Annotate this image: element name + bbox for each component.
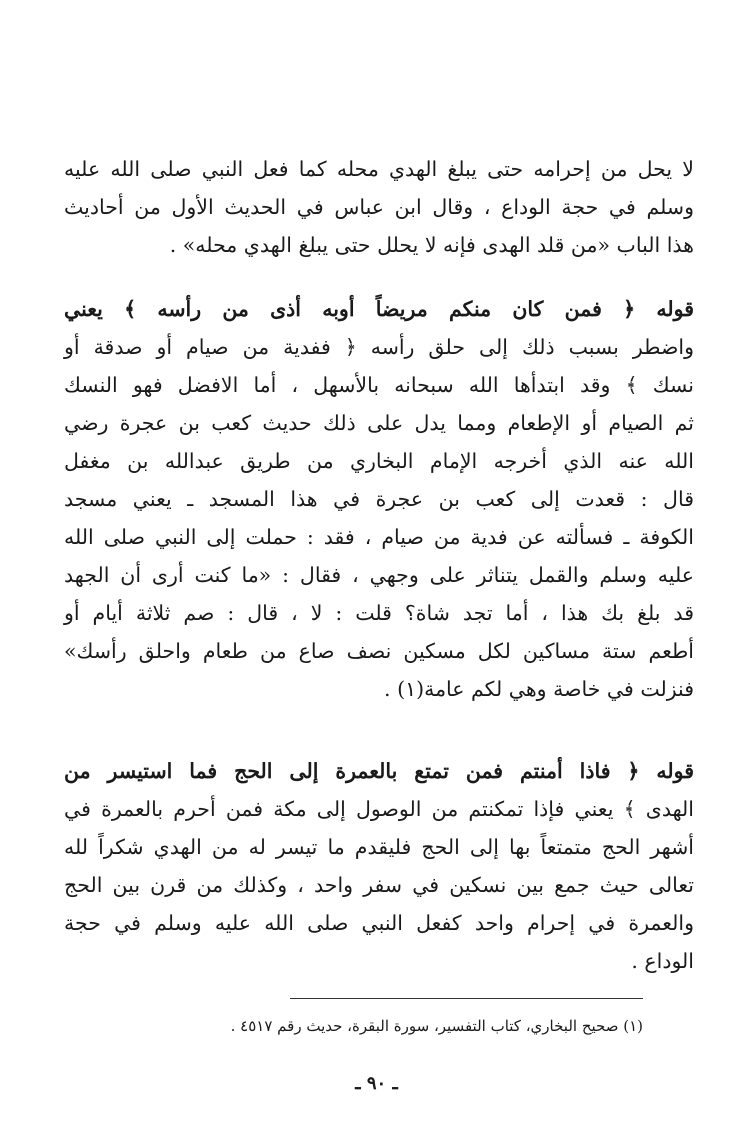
footnote-divider <box>290 998 643 999</box>
text-line: أطعم ستة مساكين لكل مسكين نصف صاع من طعام واحلق رأسك» <box>64 639 694 663</box>
text-line: والعمرة في إحرام واحد كفعل النبي صلى الله عليه وسلم في حجة <box>64 911 694 935</box>
paragraph-1 <box>64 150 694 264</box>
text-line: قال : قعدت إلى كعب بن عجرة في هذا المسجد ـ يعني مسجد <box>64 487 694 511</box>
text-line: تعالى حيث جمع بين نسكين في سفر واحد ، وكذلك من قرن بين الحج <box>64 873 694 897</box>
text-line: عليه وسلم والقمل يتناثر على وجهي ، فقال : «ما كنت أرى أن الجهد <box>64 563 694 587</box>
text-line: قد بلغ بك هذا ، أما تجد شاة؟ قلت : لا ، قال : صم ثلاثة أيام أو <box>64 601 694 625</box>
footnote: (١) صحيح البخاري، كتاب التفسير، سورة البقرة، حديث رقم ٤٥١٧ . <box>230 1017 643 1035</box>
text-line: الهدى ﴾ يعني فإذا تمكنتم من الوصول إلى مكة فمن أحرم بالعمرة في <box>64 797 694 821</box>
text-line: قوله ﴿ فمن كان منكم مريضاً أوبه أذى من رأسه ﴾ يعني <box>64 297 694 321</box>
text-line: قوله ﴿ فاذا أمنتم فمن تمتع بالعمرة إلى الحج فما استيسر من <box>64 759 694 783</box>
text-line: أشهر الحج متمتعاً بها إلى الحج فليقدم ما تيسر له من الهدي شكراً لله <box>64 835 694 859</box>
text-line: الله عنه الذي أخرجه الإمام البخاري من طريق عبدالله بن مغفل <box>64 449 694 473</box>
text-line: فنزلت في خاصة وهي لكم عامة(١) . <box>384 677 694 701</box>
text-line: واضطر بسبب ذلك إلى حلق رأسه ﴿ ففدية من صيام أو صدقة أو <box>64 335 694 359</box>
text-line: نسك ﴾ وقد ابتدأها الله سبحانه بالأسهل ، أما الافضل فهو النسك <box>64 373 694 397</box>
text-line: هذا الباب «من قلد الهدى فإنه لا يحلل حتى يبلغ الهدي محله» . <box>169 233 694 257</box>
text-line: وسلم في حجة الوداع ، وقال ابن عباس في الحديث الأول من أحاديث <box>64 195 694 219</box>
text-line: الكوفة ـ فسألته عن فدية من صيام ، فقد : حملت إلى النبي صلى الله <box>64 525 694 549</box>
text-line: الوداع . <box>631 949 694 973</box>
paragraph-2 <box>64 290 694 708</box>
page-number: ـ ٩٠ ـ <box>355 1073 398 1094</box>
text-line: ثم الصيام أو الإطعام ومما يدل على ذلك حديث كعب بن عجرة رضي <box>64 411 694 435</box>
text-line: لا يحل من إحرامه حتى يبلغ الهدي محله كما فعل النبي صلى الله عليه <box>64 157 694 181</box>
paragraph-3 <box>64 752 694 980</box>
